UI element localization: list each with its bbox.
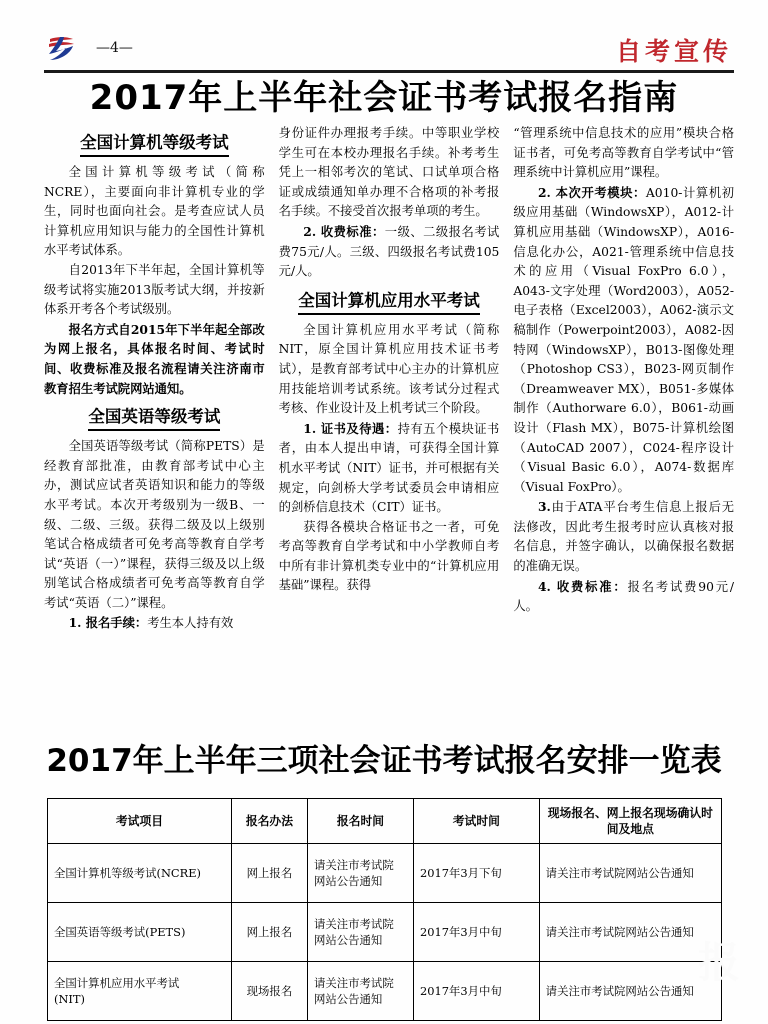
paragraph [279,419,500,518]
article-column-3 [513,124,734,617]
masthead [44,32,734,72]
column-header-exam-time: 考试时间 [413,799,539,844]
paragraph: 自2013年下半年起，全国计算机等级考试将实施2013版考试大纲，并按新体系开考各个考试级别。 [44,262,265,317]
section-banner-title: 自考宣传 [615,37,732,66]
paragraph: 获得各模块合格证书之一者，可免考高等教育自学考试和中小学教师自考中所有非计算机类专业中的“计算机应用基础”课程。获得 [278,519,500,593]
cell-confirm-place: 请关注市考试院网站公告通知 [539,903,721,962]
page-watermark: 报 [697,938,742,987]
cell-reg-time: 请关注市考试院 网站公告通知 [307,962,413,1021]
paragraph [513,497,734,576]
paragraph [513,577,734,617]
paragraph-continuation: 身份证件办理报考手续。中等职业学校学生可在本校办理报名手续。补考考生凭上一相邻考次的笔试、口试单项合格证或成绩通知单办理不合格项的补考报名手续。不接受首次报考单项的考生。 [278,126,500,219]
table-row [48,903,722,962]
schedule-table-wrapper [47,798,722,1021]
cell-confirm-place: 请关注市考试院网站公告通知 [539,962,721,1021]
cell-exam-time: 2017年3月中旬 [413,903,539,962]
module-list-text: A010-计算机初级应用基础（WindowsXP），A012-计算机应用基础（WindowsXP），A016-信息化办公，A021-管理系统中信息技术的应用（Visual FoxPro 6.0），A043-文字处理（Word2003），A052-电子表格（Excel2003），A062-演示文稿制作（Powerpoint2003），A082-因特网（WindowsXP），B013-图像处理（Photoshop CS3），B023-网页制作（Dreamweaver MX），B051-多媒体制作（Authorware 6.0），B061-动画设计（Flash MX），B075-计算机绘图（AutoCAD 2007），C024-程序设计（Visual Basic 6.0），A074-数据库（Visual FoxPro）。 [513,185,735,494]
paragraph: 全国计算机应用水平考试（简称NIT，原全国计算机应用技术证书考试），是教育部考试中心主办的计算机应用技能培训考试系统。该考试分过程式考核、作业设计及上机考试三个阶段。 [278,322,500,416]
table-row [48,844,722,903]
page-title: 2017年上半年社会证书考试报名指南 [89,78,679,118]
paragraph-continuation: “管理系统中信息技术的应用”模块合格证书者，可免考高等教育自学考试中“管理系统中计算机应用”课程。 [513,126,735,180]
list-text: 由于ATA平台考生信息上报后无法修改，因此考生报考时应认真核对报名信息，并签字确认，以确保报名数据的准确无误。 [513,500,735,574]
list-text: 考生本人持有效 [147,616,234,631]
paragraph [279,222,500,282]
table-title: 2017年上半年三项社会证书考试报名安排一览表 [46,743,722,779]
section-heading-nit: 全国计算机应用水平考试 [279,290,500,315]
page-number: —4— [96,40,133,56]
column-header-confirm-place: 现场报名、网上报名现场确认时间及地点 [539,799,721,844]
cell-reg-method: 现场报名 [231,962,307,1021]
paragraph: 全国计算机等级考试（简称NCRE），主要面向非计算机专业的学生，同时也面向社会。是考查应试人员计算机应用知识与能力的全国性计算机水平考试体系。 [44,165,265,258]
list-label: 2. 本次开考模块： [537,184,646,200]
masthead-divider [44,70,734,73]
cell-exam-item: 全国英语等级考试(PETS) [48,903,232,962]
list-label: 1. 证书及待遇： [303,420,398,436]
cell-exam-item: 全国计算机应用水平考试 (NIT) [48,962,232,1021]
list-label: 3. [537,499,551,515]
table-header-row [48,799,722,844]
section-heading-pets: 全国英语等级考试 [44,406,265,431]
table-row [48,962,722,1021]
column-header-reg-time: 报名时间 [307,799,413,844]
paragraph: 全国英语等级考试（简称PETS）是经教育部批准，由教育部考试中心主办，测试应试者英语知识和能力的等级水平考试。本次开考级别为一级B、一级、二级、三级。获得二级及以上级别笔试合格成绩者可免考高等教育自学考试“英语（一）”课程，获得三级及以上级别笔试合格成绩者可免考高等教育自学考试“英语（二）”课程。 [44,439,265,610]
list-text: 持有五个模块证书者，由本人提出申请，可获得全国计算机水平考试（NIT）证书，并可根据有关规定，向剑桥大学考试委员会申请相应的剑桥信息技术（CIT）证书。 [278,421,500,515]
article-column-2 [279,124,500,596]
section-heading-ncre: 全国计算机等级考试 [44,132,265,157]
list-label: 2. 收费标准： [303,223,385,239]
cell-reg-method: 网上报名 [231,903,307,962]
paragraph [513,183,734,498]
publication-logo-icon [44,34,78,62]
list-text: 一级、二级报名考试费75元/人。三级、四级报名考试费105元/人。 [278,224,500,279]
cell-reg-time: 请关注市考试院 网站公告通知 [307,903,413,962]
article-columns [44,124,734,714]
paragraph [44,613,265,634]
article-column-1 [44,124,265,634]
cell-confirm-place: 请关注市考试院网站公告通知 [539,844,721,903]
list-text: 报名考试费90元/人。 [513,579,735,614]
cell-reg-time: 请关注市考试院 网站公告通知 [307,844,413,903]
schedule-table [47,798,722,1021]
cell-exam-time: 2017年3月下旬 [413,844,539,903]
list-label: 1. 报名手续： [68,615,148,631]
list-label: 4. 收费标准： [537,578,628,594]
cell-exam-time: 2017年3月中旬 [413,962,539,1021]
column-header-reg-method: 报名办法 [231,799,307,844]
cell-reg-method: 网上报名 [231,844,307,903]
cell-exam-item: 全国计算机等级考试(NCRE) [48,844,232,903]
column-header-exam-item: 考试项目 [48,799,232,844]
paragraph-bold: 报名方式自2015年下半年起全部改为网上报名，具体报名时间、考试时间、收费标准及报名流程请关注济南市教育招生考试院网站通知。 [44,321,265,396]
